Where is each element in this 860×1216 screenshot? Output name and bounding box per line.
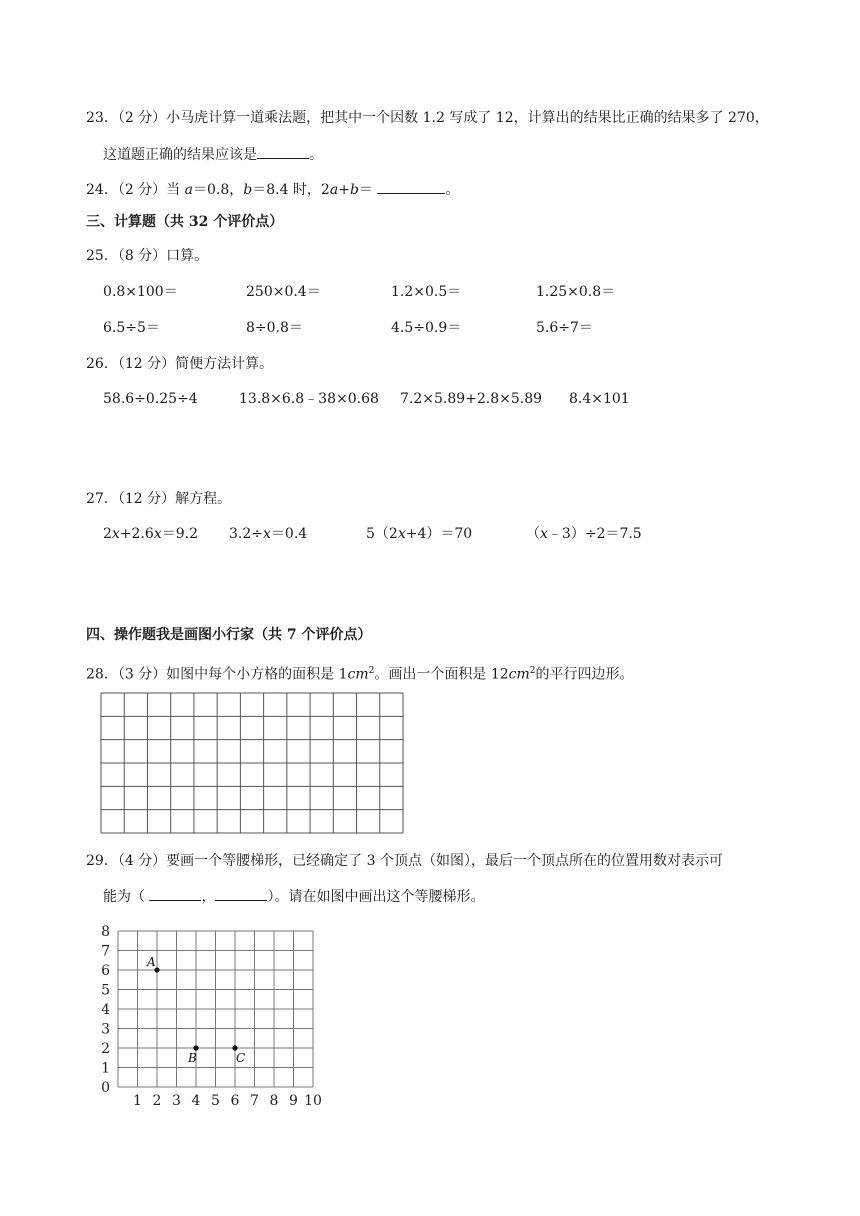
q29-coordinate-grid[interactable] <box>94 918 334 1110</box>
q28-unit2-sup: 2 <box>529 666 536 676</box>
q26-item-4: 8.4×101 <box>569 391 630 407</box>
q27-e4-b: ﹣3）÷2＝7.5 <box>547 526 642 542</box>
point-c <box>232 1045 237 1050</box>
q27-e1-b: +2.6 <box>119 526 154 542</box>
q29-blank-y[interactable] <box>215 886 267 901</box>
q29-line1: 29．（4 分）要画一个等腰梯形，已经确定了 3 个顶点（如图），最后一个顶点所在的位置用数对表示可 <box>86 853 723 869</box>
x-tick-label: 10 <box>304 1093 322 1109</box>
x-tick-label: 1 <box>133 1093 142 1109</box>
q27-eq-1 <box>103 524 198 544</box>
y-tick-label: 0 <box>101 1080 110 1096</box>
q27-e1-c: ＝9.2 <box>161 526 198 542</box>
y-tick-label: 8 <box>101 924 110 940</box>
y-tick-label: 6 <box>101 963 110 979</box>
x-tick-label: 7 <box>250 1093 259 1109</box>
q24-answer-blank[interactable] <box>377 179 445 194</box>
q28-suffix: 的平行四边形。 <box>535 666 634 683</box>
q23-line2-text: 这道题正确的结果应该是 <box>103 147 257 163</box>
q28-prefix: 28．（3 分）如图中每个小方格的面积是 1 <box>86 666 348 683</box>
y-tick-label: 5 <box>101 982 110 999</box>
q25-item-1: 0.8×100＝ <box>103 284 178 300</box>
q27-e3-a: 5（2 <box>366 526 398 542</box>
q27-e2-a: 3.2÷ <box>229 526 263 542</box>
q29-line2-b: ）。请在如图中画出这个等腰梯形。 <box>267 889 485 905</box>
q26-title: 26．（12 分）简便方法计算。 <box>86 356 274 372</box>
q29-line2-a: 能为（ <box>103 889 150 905</box>
q28-unit1: cm <box>347 666 369 683</box>
q28-unit1-sup: 2 <box>368 666 375 676</box>
x-tick-label: 2 <box>152 1093 162 1109</box>
q24-var-a: a <box>184 182 193 198</box>
x-tick-label: 4 <box>191 1093 201 1109</box>
q24-mid1: ＝0.8， <box>192 182 244 198</box>
x-tick-label: 3 <box>172 1093 181 1109</box>
q27-eq-3 <box>366 524 472 544</box>
q29-comma: ， <box>201 889 216 905</box>
q24-expr-a: a <box>329 182 339 198</box>
y-tick-label: 1 <box>101 1060 110 1077</box>
q27-e4-x: x <box>540 526 548 542</box>
q27-e2-x: x <box>263 526 271 542</box>
q24-end: 。 <box>445 182 460 198</box>
point-label-a: A <box>147 955 156 969</box>
q28-unit2: cm <box>508 666 530 683</box>
q24-prefix: 24．（2 分）当 <box>86 182 185 198</box>
q26-item-1: 58.6÷0.25÷4 <box>103 391 198 407</box>
q26-item-3: 7.2×5.89+2.8×5.89 <box>400 391 543 407</box>
q27-e3-x: x <box>397 526 406 542</box>
y-tick-label: 7 <box>101 943 110 960</box>
q25-item-7: 4.5÷0.9＝ <box>391 320 462 336</box>
q25-item-3: 1.2×0.5＝ <box>391 284 462 300</box>
q27-e3-b: +4）＝70 <box>405 526 473 542</box>
q24-plus: + <box>338 182 350 198</box>
q25-item-5: 6.5÷5＝ <box>103 320 160 336</box>
point-b <box>193 1045 198 1050</box>
point-label-c: C <box>236 1051 246 1065</box>
q23-line1: 23．（2 分）小马虎计算一道乘法题，把其中一个因数 1.2 写成了 12，计算出的结果比正确的结果多了 270， <box>86 110 769 126</box>
q27-e1-x2: x <box>153 526 162 542</box>
q29-line2 <box>103 886 484 907</box>
q29-blank-x[interactable] <box>149 886 201 901</box>
q23-answer-blank[interactable] <box>257 144 309 159</box>
section3-title: 三、计算题（共 32 个评价点） <box>86 214 284 230</box>
q27-title: 27．（12 分）解方程。 <box>86 491 232 507</box>
q23-end: 。 <box>309 147 323 163</box>
x-tick-label: 6 <box>230 1093 240 1109</box>
q28-mid: 。画出一个面积是 12 <box>374 666 509 683</box>
q25-item-2: 250×0.4＝ <box>246 284 321 300</box>
q27-e1-x1: x <box>111 526 120 542</box>
x-tick-label: 8 <box>269 1093 279 1109</box>
q25-title: 25．（8 分）口算。 <box>86 248 209 264</box>
q27-e4-a: （ <box>526 526 540 542</box>
q28-line <box>86 661 634 685</box>
section4-title: 四、操作题我是画图小行家（共 7 个评价点） <box>86 627 372 643</box>
y-tick-label: 3 <box>101 1021 110 1038</box>
q24-var-b: b <box>243 182 253 198</box>
q24-expr-b: b <box>349 182 359 198</box>
q25-item-4: 1.25×0.8＝ <box>536 284 616 300</box>
q28-square-grid[interactable] <box>100 692 405 834</box>
x-tick-label: 5 <box>211 1093 220 1109</box>
q27-eq-2 <box>229 524 307 544</box>
q27-e1-a: 2 <box>103 526 112 542</box>
point-label-b: B <box>188 1051 197 1065</box>
q27-e2-b: ＝0.4 <box>270 526 308 542</box>
x-tick-label: 9 <box>289 1093 298 1109</box>
q25-item-6: 8÷0.8＝ <box>246 320 303 336</box>
q24-mid2: ＝8.4 时，2 <box>252 182 330 198</box>
q27-eq-4 <box>526 524 642 544</box>
y-tick-label: 4 <box>101 1002 110 1018</box>
q23-line2 <box>103 144 323 165</box>
q24-eq: ＝ <box>358 182 373 198</box>
q26-item-2: 13.8×6.8﹣38×0.68 <box>239 391 379 407</box>
q24-line <box>86 179 459 200</box>
q25-item-8: 5.6÷7＝ <box>536 320 593 336</box>
y-tick-label: 2 <box>101 1041 110 1057</box>
